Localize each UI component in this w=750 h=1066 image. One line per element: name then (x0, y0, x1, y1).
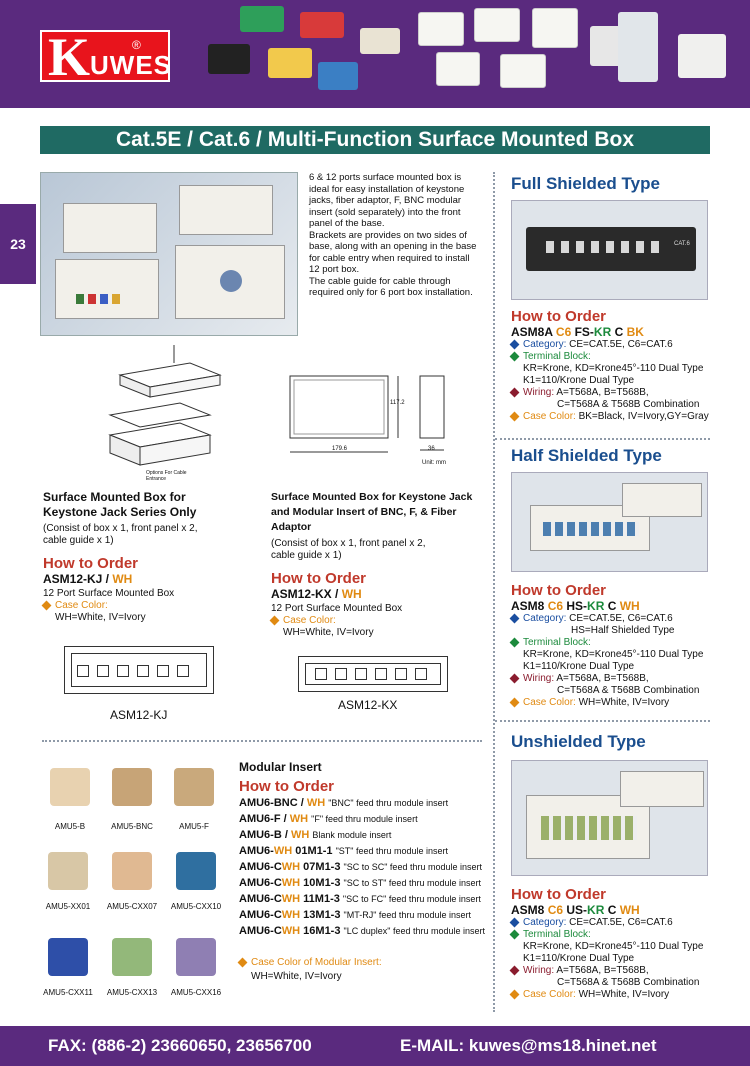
module-order-line: AMU6-CWH 11M1-3 "SC to FC" feed thru module insert (239, 893, 481, 905)
half-case: Case Color: WH=White, IV=Ivory (511, 697, 721, 709)
product-plug-image (618, 12, 658, 82)
half-how-to-order: How to Order (511, 582, 607, 599)
module-image-f (174, 768, 214, 806)
product-plate-image (436, 52, 480, 86)
half-wiring-v2: C=T568A & T568B Combination (557, 685, 700, 696)
full-panel-label: CAT.6 (674, 241, 690, 247)
module-image-cxx16 (176, 938, 216, 976)
page-number-tab: 23 (0, 204, 36, 284)
module-caption: AMU5-CXX07 (106, 902, 158, 911)
diamond-icon (510, 411, 520, 421)
kx-panel-diagram (298, 656, 448, 692)
registered-mark: ® (132, 38, 141, 52)
intro-paragraph: The cable guide for cable through required only for 6 port box installation. (309, 275, 473, 298)
full-shielded-title: Full Shielded Type (511, 174, 660, 193)
unsh-how-to-order: How to Order (511, 886, 607, 903)
product-plate-image (474, 8, 520, 42)
unshielded-title: Unshielded Type (511, 732, 646, 751)
module-image-bnc (112, 768, 152, 806)
module-image-xx01 (48, 852, 88, 890)
kj-title: Surface Mounted Box for Keystone Jack Series Only (43, 490, 197, 519)
footer-fax: FAX: (886-2) 23660650, 23656700 (48, 1036, 312, 1055)
kj-diagram-label: ASM12-KJ (110, 708, 168, 722)
kx-diagram-label: ASM12-KX (338, 698, 398, 712)
dimension-depth: 36 (428, 446, 435, 452)
unsh-terminal-v1: KR=Krone, KD=Krone45°-110 Dual Type (523, 941, 704, 952)
half-wiring: Wiring: A=T568A, B=T568B, (511, 673, 721, 685)
diamond-icon (510, 929, 520, 939)
full-terminal-v2: K1=110/Krone Dual Type (523, 375, 635, 386)
diamond-icon (510, 989, 520, 999)
module-caption: AMU5-CXX16 (170, 988, 222, 997)
half-model: ASM8 C6 HS-KR C WH (511, 599, 640, 613)
modular-case-color: Case Color of Modular Insert: (239, 957, 489, 969)
full-how-to-order: How to Order (511, 308, 607, 325)
kx-title: Surface Mounted Box for Keystone Jack and Modular Insert of BNC, F, & Fiber Adaptor (271, 491, 473, 533)
kx-model: ASM12-KX / WH (271, 587, 362, 601)
full-case: Case Color: BK=Black, IV=Ivory,GY=Gray (511, 411, 721, 423)
full-wiring: Wiring: A=T568A, B=T568B, (511, 387, 721, 399)
kj-case-color: Case Color: (43, 600, 263, 612)
unsh-model: ASM8 C6 US-KR C WH (511, 903, 640, 917)
unsh-wiring: Wiring: A=T568A, B=T568B, (511, 965, 721, 977)
unsh-terminal-v2: K1=110/Krone Dual Type (523, 953, 635, 964)
full-shielded-photo (511, 200, 708, 300)
half-category-v2: HS=Half Shielded Type (571, 625, 675, 636)
divider (495, 720, 710, 722)
surface-box-photo (40, 172, 298, 336)
diamond-icon (510, 339, 520, 349)
module-caption: AMU5-CXX13 (106, 988, 158, 997)
module-image-cxx13 (112, 938, 152, 976)
intro-text (309, 172, 479, 299)
divider (42, 740, 482, 742)
module-order-line: AMU6-CWH 07M1-3 "SC to SC" feed thru module insert (239, 861, 482, 873)
exploded-drawing (100, 345, 230, 475)
product-jack-image (318, 62, 358, 90)
product-jack-image (268, 48, 312, 78)
half-category: Category: CE=CAT.5E, C6=CAT.6 (511, 613, 721, 625)
module-order-line: AMU6-WH 01M1-1 "ST" feed thru module insert (239, 845, 449, 857)
exploded-drawing-svg (100, 345, 230, 475)
kx-consist: (Consist of box x 1, front panel x 2, cable guide x 1) (271, 538, 426, 561)
full-model: ASM8A C6 FS-KR C BK (511, 325, 644, 339)
unsh-wiring-v2: C=T568A & T568B Combination (557, 977, 700, 988)
module-order-line: AMU6-F / WH "F" feed thru module insert (239, 813, 418, 825)
diamond-icon (270, 615, 280, 625)
footer-email[interactable]: E-MAIL: kuwes@ms18.hinet.net (400, 1036, 657, 1055)
kj-panel-diagram (64, 646, 214, 694)
dimension-height: 117.2 (390, 400, 405, 406)
diamond-icon (510, 673, 520, 683)
product-jack-image (300, 12, 344, 38)
diamond-icon (510, 697, 520, 707)
diamond-icon (238, 957, 248, 967)
module-caption: AMU5-F (179, 822, 209, 831)
logo-initial: K (48, 27, 91, 87)
module-order-line: AMU6-B / WH Blank module insert (239, 829, 392, 841)
box-base-keystone-image (55, 259, 159, 319)
intro-paragraph: 6 & 12 ports surface mounted box is ideal for easy installation of keystone jacks, fiber adaptor, F, BNC modular insert (sold separately) into the front panel of the base. (309, 172, 465, 229)
unsh-terminal: Terminal Block: (511, 929, 721, 941)
kx-case-values: WH=White, IV=Ivory (283, 627, 374, 638)
product-plate-image (532, 8, 578, 48)
unsh-category: Category: CE=CAT.5E, C6=CAT.6 (511, 917, 721, 929)
kj-desc: 12 Port Surface Mounted Box (43, 588, 175, 599)
half-shielded-title: Half Shielded Type (511, 446, 662, 465)
half-terminal-v2: K1=110/Krone Dual Type (523, 661, 635, 672)
diamond-icon (510, 613, 520, 623)
intro-paragraph: Brackets are provides on two sides of base, along with an opening in the base for cable entry when required to install 12 port box. (309, 229, 477, 275)
module-image-cxx11 (48, 938, 88, 976)
full-terminal: Terminal Block: (511, 351, 721, 363)
product-plate-image (418, 12, 464, 46)
diamond-icon (510, 637, 520, 647)
half-terminal: Terminal Block: (511, 637, 721, 649)
modular-how-to-order: How to Order (239, 778, 335, 795)
footer-bar (0, 1026, 750, 1066)
full-wiring-v2: C=T568A & T568B Combination (557, 399, 700, 410)
kx-how-to-order: How to Order (271, 570, 367, 587)
module-caption: AMU5-CXX10 (170, 902, 222, 911)
box-cover-image (63, 203, 157, 253)
module-caption: AMU5-B (54, 822, 86, 831)
module-order-line: AMU6-CWH 16M1-3 "LC duplex" feed thru module insert (239, 925, 485, 937)
full-category: Category: CE=CAT.5E, C6=CAT.6 (511, 339, 721, 351)
unshielded-photo (511, 760, 708, 876)
unshielded-order (511, 886, 721, 1001)
module-caption: AMU5-XX01 (45, 902, 91, 911)
module-caption: AMU5-CXX11 (43, 988, 93, 997)
modular-heading: Modular Insert (239, 760, 322, 774)
half-terminal-v1: KR=Krone, KD=Krone45°-110 Dual Type (523, 649, 704, 660)
module-image-cxx07 (112, 852, 152, 890)
half-shielded-photo (511, 472, 708, 572)
unit-label: Unit: mm (422, 460, 446, 466)
full-terminal-v1: KR=Krone, KD=Krone45°-110 Dual Type (523, 363, 704, 374)
product-jack-image (208, 44, 250, 74)
product-jack-image (360, 28, 400, 54)
product-plate-image (500, 54, 546, 88)
product-jack-image (240, 6, 284, 32)
page-title: Cat.5E / Cat.6 / Multi-Function Surface Mounted Box (40, 126, 710, 154)
full-shielded-order (511, 308, 721, 423)
kj-section (43, 490, 263, 624)
kx-desc: 12 Port Surface Mounted Box (271, 603, 403, 614)
module-order-line: AMU6-CWH 13M1-3 "MT-RJ" feed thru module insert (239, 909, 471, 921)
header-banner (0, 0, 750, 108)
kj-model: ASM12-KJ / WH (43, 572, 133, 586)
kj-case-values: WH=White, IV=Ivory (55, 612, 146, 623)
diamond-icon (510, 387, 520, 397)
diamond-icon (510, 965, 520, 975)
divider (495, 438, 710, 440)
logo-text: UWES (90, 50, 172, 80)
unsh-case: Case Color: WH=White, IV=Ivory (511, 989, 721, 1001)
kx-section (271, 490, 481, 639)
dimension-width: 179.6 (332, 446, 348, 452)
kx-case-color: Case Color: (271, 615, 481, 627)
module-caption: AMU5-BNC (111, 822, 153, 831)
diamond-icon (42, 600, 52, 610)
kj-consist: (Consist of box x 1, front panel x 2, cable guide x 1) (43, 523, 198, 546)
diamond-icon (510, 351, 520, 361)
modular-section (239, 760, 489, 983)
module-order-line: AMU6-BNC / WH "BNC" feed thru module insert (239, 797, 449, 809)
exploded-note: Options For Cable Entrance (146, 470, 187, 482)
module-image-cxx10 (176, 852, 216, 890)
brand-logo (40, 27, 172, 87)
module-image-b (50, 768, 90, 806)
module-order-line: AMU6-CWH 10M1-3 "SC to ST" feed thru module insert (239, 877, 481, 889)
half-shielded-order (511, 582, 721, 709)
kj-how-to-order: How to Order (43, 555, 139, 572)
modular-case-values: WH=White, IV=Ivory (251, 971, 342, 982)
product-plug-image (678, 34, 726, 78)
box-base-image (175, 245, 285, 319)
box-cover-image (179, 185, 273, 235)
divider (493, 172, 495, 1012)
diamond-icon (510, 917, 520, 927)
